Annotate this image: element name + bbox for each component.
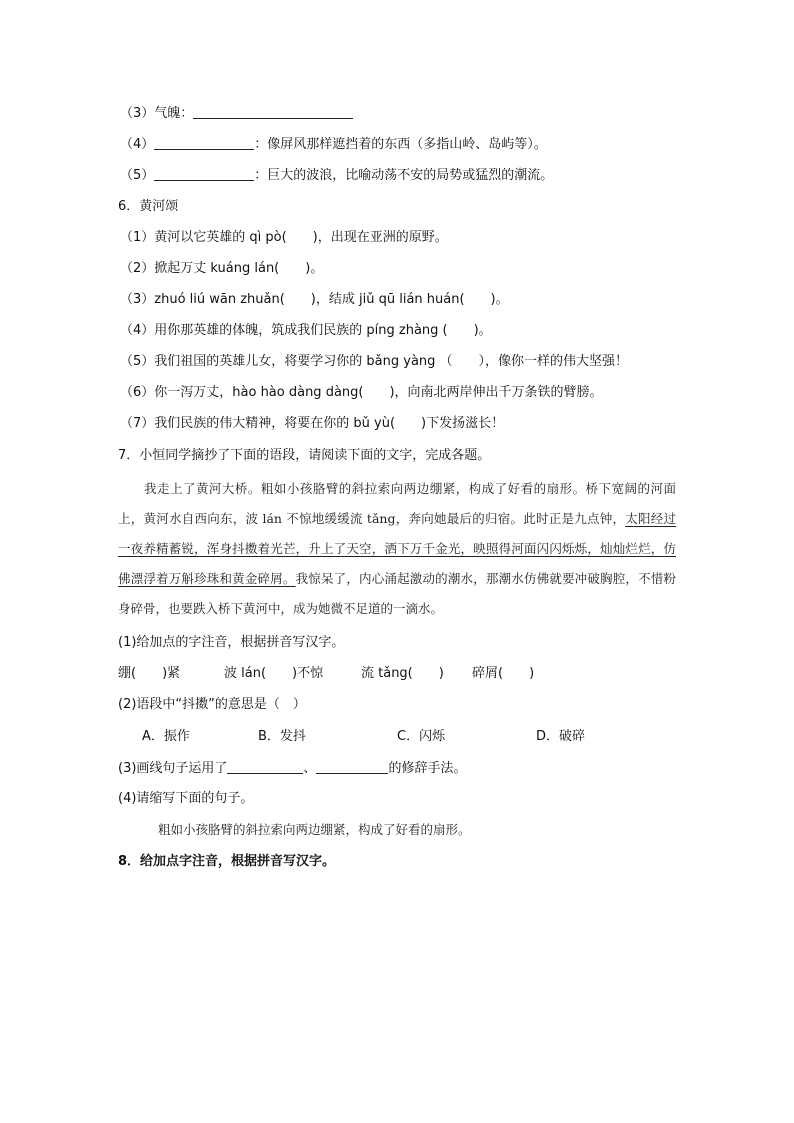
q5-item-3 <box>120 104 353 123</box>
q6-item: （6）你一泻万丈，hào hào dàng dàng( )，向南北两岸伸出千万条铁的臂膀。 <box>120 385 603 400</box>
item-prefix: 气魄： <box>154 106 194 121</box>
q6-item: （3）zhuó liú wān zhuǎn( )，结成 jiǔ qū lián huán( )。 <box>120 292 509 307</box>
q5-item-5 <box>120 166 553 185</box>
item-number: （5） <box>120 168 155 183</box>
q6-item: （5）我们祖国的英雄儿女，将要学习你的 bǎng yàng （ ），像你一样的伟大坚强！ <box>120 354 629 369</box>
q7-sub4-sentence: 粗如小孩胳臂的斜拉索向两边绷紧，构成了好看的扇形。 <box>158 822 471 837</box>
q7-sub2: (2)语段中“抖擞”的意思是（ ） <box>118 697 306 712</box>
q6-title: 6．黄河颂 <box>118 199 179 214</box>
q6-item: （2）掀起万丈 kuáng lán( )。 <box>120 261 324 276</box>
sub3-separator: 、 <box>303 761 317 776</box>
passage-underlined-sentence: 太阳经过一夜养精蓄锐，浑身抖擞着光芒，升上了天空，洒下万千金光，映照得河面闪闪烁烁，灿灿烂烂，仿佛漂浮着万斛珍珠和黄金碎屑。 <box>118 511 676 586</box>
sub1-item: 碎屑( ) <box>472 666 535 681</box>
item-definition: ：巨大的波浪，比喻动荡不安的局势或猛烈的潮流。 <box>254 168 554 183</box>
option-c[interactable]: C．闪烁 <box>397 729 446 744</box>
sub1-item: 绷( )紧 <box>118 666 181 681</box>
q8-title: 8．给加点字注音，根据拼音写汉字。 <box>118 854 336 869</box>
item-number: （3） <box>120 106 155 121</box>
item-number: （4） <box>120 137 155 152</box>
q6-item: （7）我们民族的伟大精神，将要在你的 bǔ yù( )下发扬滋长！ <box>120 416 505 431</box>
sub1-item: 流 tǎng( ) <box>361 666 444 681</box>
sub3-prefix: (3)画线句子运用了 <box>118 761 228 776</box>
answer-blank[interactable] <box>154 166 254 181</box>
q6-item: （4）用你那英雄的体魄，筑成我们民族的 píng zhàng ( )。 <box>120 323 492 338</box>
option-a[interactable]: A．振作 <box>142 729 190 744</box>
q7-passage <box>118 474 676 624</box>
answer-blank[interactable] <box>316 759 388 774</box>
q7-sub4: (4)请缩写下面的句子。 <box>118 791 254 806</box>
sub1-item: 波 lán( )不惊 <box>224 666 324 681</box>
passage-part-1: 我走上了黄河大桥。粗如小孩胳臂的斜拉索向两边绷紧，构成了好看的扇形。桥下宽阔的河面上，黄河水自西向东，波 lán 不惊地缓缓流 tǎng，奔向她最后的归宿。此时正是九点钟， <box>118 481 676 526</box>
sub3-suffix: 的修辞手法。 <box>388 761 467 776</box>
passage-part-2: 我惊呆了，内心涌起激动的潮水，那潮水仿佛就要冲破胸腔，不惜粉身碎骨，也要跌入桥下黄河中，成为她微不足道的一滴水。 <box>118 571 676 616</box>
q6-item: （1）黄河以它英雄的 qì pò( )，出现在亚洲的原野。 <box>120 230 448 245</box>
item-definition: ：像屏风那样遮挡着的东西（多指山岭、岛屿等）。 <box>254 137 547 152</box>
q7-sub1: (1)给加点的字注音，根据拼音写汉字。 <box>118 635 345 650</box>
answer-blank[interactable] <box>154 135 254 150</box>
q7-sub3 <box>118 759 466 778</box>
q7-title: 7．小恒同学摘抄了下面的语段，请阅读下面的文字，完成各题。 <box>118 448 491 463</box>
answer-blank[interactable] <box>193 104 353 119</box>
option-b[interactable]: B．发抖 <box>258 729 306 744</box>
answer-blank[interactable] <box>227 759 303 774</box>
q5-item-4 <box>120 135 547 154</box>
option-d[interactable]: D．破碎 <box>536 729 586 744</box>
